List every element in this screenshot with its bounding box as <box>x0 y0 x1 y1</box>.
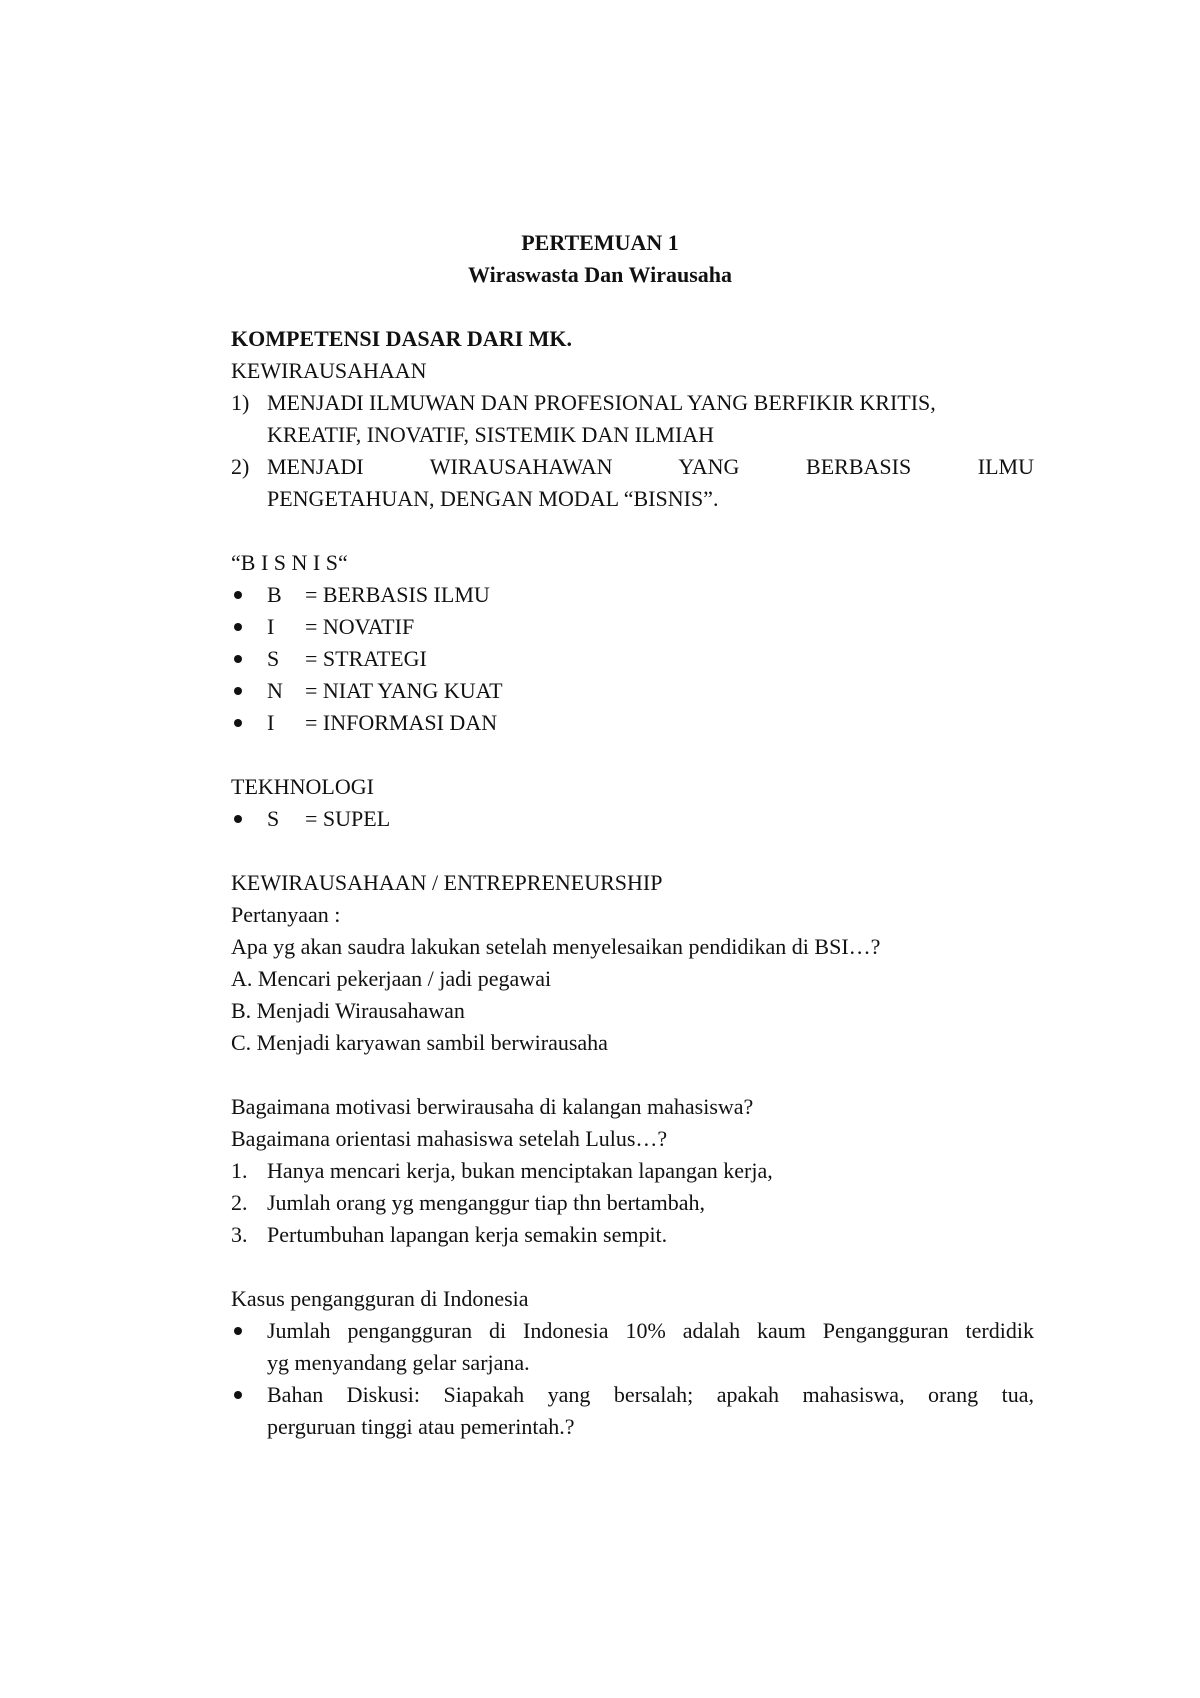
bullet-icon <box>234 1391 242 1399</box>
bullet-icon <box>234 815 242 823</box>
motivasi-item <box>231 1155 1034 1187</box>
motivasi-item-text: Hanya mencari kerja, bukan menciptakan lapangan kerja, <box>267 1158 773 1183</box>
motivasi-item-number: 2. <box>231 1190 248 1215</box>
bisnis-item <box>231 611 1034 643</box>
kompetensi-item-line: KREATIF, INOVATIF, SISTEMIK DAN ILMIAH <box>267 422 715 447</box>
entrepreneurship-heading: KEWIRAUSAHAAN / ENTREPRENEURSHIP <box>231 870 663 895</box>
question-label: Pertanyaan : <box>231 902 341 927</box>
kompetensi-item-number: 1) <box>231 390 250 415</box>
spacer <box>231 1251 1034 1283</box>
kompetensi-item-number: 2) <box>231 454 250 479</box>
spacer <box>231 515 1034 547</box>
bisnis-letter: B <box>267 582 282 607</box>
motivasi-item-number: 1. <box>231 1158 248 1183</box>
bisnis-item <box>231 675 1034 707</box>
kasus-item-line: Jumlah pengangguran di Indonesia 10% adalah kaum Pengangguran terdidik <box>267 1318 1034 1343</box>
kompetensi-item-1 <box>231 387 1034 451</box>
spacer <box>231 1059 1034 1091</box>
kasus-heading: Kasus pengangguran di Indonesia <box>231 1286 529 1311</box>
question-option: B. Menjadi Wirausahawan <box>231 998 465 1023</box>
spacer <box>231 739 1034 771</box>
bisnis-continuation: TEKHNOLOGI <box>231 774 374 799</box>
motivasi-question: Bagaimana motivasi berwirausaha di kalangan mahasiswa? <box>231 1094 754 1119</box>
document-title: PERTEMUAN 1 <box>521 230 679 255</box>
spacer <box>231 835 1034 867</box>
bisnis-meaning: = STRATEGI <box>305 646 427 671</box>
bullet-icon <box>234 655 242 663</box>
bisnis-meaning: = NIAT YANG KUAT <box>305 678 503 703</box>
kasus-item-line: yg menyandang gelar sarjana. <box>267 1350 530 1375</box>
bisnis-item <box>231 579 1034 611</box>
bisnis-letter: I <box>267 710 275 735</box>
kasus-item <box>231 1379 1034 1443</box>
bisnis-item <box>231 643 1034 675</box>
kompetensi-item-2 <box>231 451 1034 515</box>
bisnis-meaning: = SUPEL <box>305 806 391 831</box>
kompetensi-item-line: MENJADI WIRAUSAHAWAN YANG BERBASIS ILMU <box>267 454 1034 479</box>
document-subtitle: Wiraswasta Dan Wirausaha <box>467 262 733 287</box>
bullet-icon <box>234 623 242 631</box>
bisnis-meaning: = INFORMASI DAN <box>305 710 498 735</box>
motivasi-item-number: 3. <box>231 1222 248 1247</box>
motivasi-item-text: Jumlah orang yg menganggur tiap thn bertambah, <box>267 1190 706 1215</box>
kasus-item <box>231 1315 1034 1379</box>
bullet-icon <box>234 687 242 695</box>
bisnis-letter: I <box>267 614 275 639</box>
document-title-block <box>0 227 1200 291</box>
bisnis-heading: “B I S N I S“ <box>231 550 348 575</box>
question-option: C. Menjadi karyawan sambil berwirausaha <box>231 1030 608 1055</box>
bisnis-letter: N <box>267 678 283 703</box>
kompetensi-heading: KOMPETENSI DASAR DARI MK. <box>231 326 573 351</box>
motivasi-question: Bagaimana orientasi mahasiswa setelah Lulus…? <box>231 1126 668 1151</box>
question-text: Apa yg akan saudra lakukan setelah menyelesaikan pendidikan di BSI…? <box>231 934 881 959</box>
motivasi-item-text: Pertumbuhan lapangan kerja semakin sempit. <box>267 1222 668 1247</box>
kasus-item-line: perguruan tinggi atau pemerintah.? <box>267 1414 575 1439</box>
bullet-icon <box>234 591 242 599</box>
kompetensi-item-line: MENJADI ILMUWAN DAN PROFESIONAL YANG BERFIKIR KRITIS, <box>267 390 936 415</box>
bullet-icon <box>234 719 242 727</box>
bisnis-meaning: = BERBASIS ILMU <box>305 582 490 607</box>
bisnis-item <box>231 803 1034 835</box>
bisnis-item <box>231 707 1034 739</box>
kompetensi-item-line: PENGETAHUAN, DENGAN MODAL “BISNIS”. <box>267 486 719 511</box>
motivasi-item <box>231 1219 1034 1251</box>
bisnis-letter: S <box>267 806 280 831</box>
bisnis-letter: S <box>267 646 280 671</box>
bullet-icon <box>234 1327 242 1335</box>
motivasi-item <box>231 1187 1034 1219</box>
kasus-item-line: Bahan Diskusi: Siapakah yang bersalah; apakah mahasiswa, orang tua, <box>267 1382 1034 1407</box>
document-body <box>231 323 1034 1443</box>
bisnis-meaning: = NOVATIF <box>305 614 415 639</box>
question-option: A. Mencari pekerjaan / jadi pegawai <box>231 966 552 991</box>
kompetensi-subheading: KEWIRAUSAHAAN <box>231 358 427 383</box>
